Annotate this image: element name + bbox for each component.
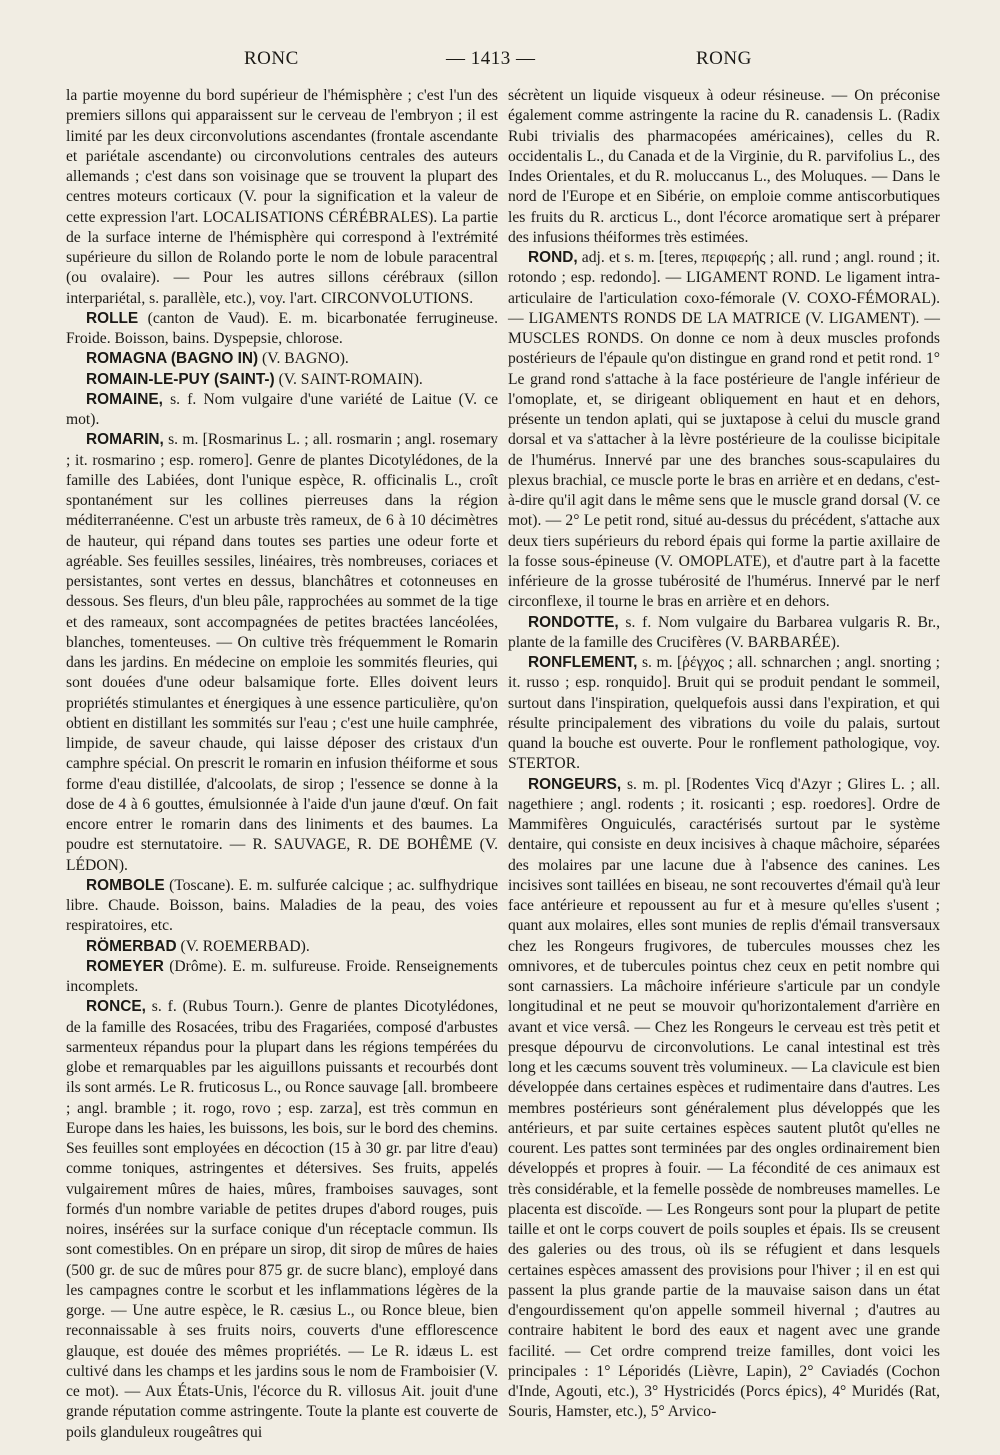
dictionary-entry [66, 876, 498, 937]
entry-text: (Toscane). E. m. sulfurée calcique ; ac. sulfhydrique libre. Chaude. Boisson, bains. Maladies de la peau, des voies respiratoires, etc. [66, 876, 498, 935]
entry-text: adj. et s. m. [teres, περιφερής ; all. rund ; angl. round ; it. rotondo ; esp. redondo]. — LIGAMENT ROND. Le ligament intra-articulaire de l'articulation coxo-fémorale (V. COXO-FÉMORAL). — LIGAMENTS RONDS DE LA MATRICE (V. LIGAMENT). — MUSCLES RONDS. On donne ce nom à deux muscles profonds postérieurs de l'épaule qu'on distingue en grand rond et petit rond. 1° Le grand rond s'attache à la face postérieure de l'angle inférieur de l'omoplate, et, se dirigeant obliquement en haut et en dehors, présente un tendon aplati, qui se juxtapose à celui du muscle grand dorsal et va s'attacher à la lèvre postérieure de la coulisse bicipitale de l'humérus. Innervé par une des branches sous-scapulaires du plexus brachial, ce muscle porte le bras en arrière et en dedans, c'est-à-dire qu'il agit dans le même sens que le muscle grand dorsal (V. ce mot). — 2° Le petit rond, situé au-dessus du précédent, s'attache aux deux tiers supérieurs du rebord épais qui forme la partie axillaire de la fosse sous-épineuse (V. OMOPLATE), et d'autre part à la facette inférieure de la grosse tubérosité de l'humérus. Innervé par le nerf circonflexe, il tourne le bras en arrière et en dehors. [508, 249, 940, 611]
dictionary-entry [66, 430, 498, 876]
dictionary-entry [66, 390, 498, 431]
dictionary-entry [66, 349, 498, 369]
entry-text: sécrètent un liquide visqueux à odeur résineuse. — On préconise également comme astringente la racine du R. canadensis L. (Radix Rubi trivialis des pharmacopées américaines), celles du R. occidentalis L., du Canada et de la Virginie, du R. parvifolius L., des Indes Orientales, et du R. moluccanus L., des Moluques. — Dans le nord de l'Europe et en Sibérie, on emploie comme antiscorbutiques les fruits du R. arcticus L., dont l'écorce aromatique sert à préparer des infusions théiformes très estimées. [508, 87, 940, 246]
entry-text: (V. ROEMERBAD). [176, 937, 310, 955]
entry-text: (canton de Vaud). E. m. bicarbonatée ferrugineuse. Froide. Boisson, bains. Dyspepsie, chlorose. [66, 309, 498, 347]
entry-headword: RONCE, [86, 998, 146, 1016]
dictionary-entry [66, 370, 498, 390]
dictionary-entry [508, 86, 940, 248]
entry-headword: RONGEURS, [528, 775, 622, 793]
right-column [508, 86, 940, 1423]
entry-text: (Drôme). E. m. sulfureuse. Froide. Renseignements incomplets. [66, 957, 498, 995]
entry-headword: ROLLE [86, 309, 139, 327]
entry-headword: RONDOTTE, [528, 613, 619, 631]
entry-headword: ROMAIN-LE-PUY (SAINT-) [86, 370, 275, 388]
entry-text: s. f. (Rubus Tourn.). Genre de plantes Dicotylédones, de la famille des Rosacées, tribu des Fragariées, composé d'arbustes sarmenteux répandus pour la plupart dans les régions tempérées du globe et remarquables par les aiguillons puissants et recourbés dont ils sont armés. Le R. fruticosus L., ou Ronce sauvage [all. brombeere ; angl. bramble ; it. rogo, rovo ; esp. zarza], est très commun en Europe dans les haies, les buissons, les bois, sur le bord des chemins. Ses feuilles sont employées en décoction (15 à 30 gr. par litre d'eau) comme toniques, astringentes et détersives. Ses fruits, appelés vulgairement mûres de haies, mûres, framboises sauvages, sont formés d'un nombre variable de petites drupes d'abord rouges, puis noires, insérées sur la surface conique d'un réceptacle commun. Ils sont comestibles. On en prépare un sirop, dit sirop de mûres de haies (500 gr. de suc de mûres pour 875 gr. de sucre blanc), employé dans les campagnes contre le scorbut et les inflammations légères de la gorge. — Une autre espèce, le R. cæsius L., ou Ronce bleue, bien reconnaissable à ses fruits noirs, couverts d'une efflorescence glauque, est douée des mêmes propriétés. — Le R. idæus L. est cultivé dans les champs et les jardins sous le nom de Framboisier (V. ce mot). — Aux États-Unis, l'écorce du R. villosus Ait. jouit d'une grande réputation comme astringente. Toute la plante est couverte de poils glanduleux rougeâtres qui [66, 998, 498, 1441]
entry-headword: ROMAINE, [86, 390, 163, 408]
dictionary-entry [66, 309, 498, 350]
entry-text: s. f. Nom vulgaire d'une variété de Laitue (V. ce mot). [66, 390, 498, 428]
entry-headword: ROND, [528, 249, 578, 266]
running-head-left: RONC [244, 48, 299, 69]
entry-headword: RONFLEMENT, [528, 654, 638, 671]
entry-headword: RÖMERBAD [86, 937, 177, 955]
dictionary-entry [508, 248, 940, 613]
page-number: — 1413 — [446, 48, 536, 69]
dictionary-entry [508, 653, 940, 775]
dictionary-entry [508, 775, 940, 1423]
entry-headword: ROMEYER [86, 957, 164, 975]
entry-text: s. m. [ῥέγχος ; all. schnarchen ; angl. snorting ; it. russo ; esp. ronquido]. Bruit qui se produit pendant le sommeil, surtout dans l'inspiration, quelquefois aussi dans l'expiration, et qui résulte principalement des vibrations du voile du palais, surtout quand la bouche est ouverte. Pour le ronflement pathologique, voy. STERTOR. [508, 654, 940, 773]
dictionary-entry [66, 997, 498, 1443]
entry-text: (V. BAGNO). [258, 350, 349, 368]
dictionary-entry [66, 86, 498, 309]
entry-headword: ROMARIN, [86, 431, 164, 449]
dictionary-entry [66, 937, 498, 957]
entry-text: (V. SAINT-ROMAIN). [274, 370, 423, 388]
entry-text: s. m. [Rosmarinus L. ; all. rosmarin ; angl. rosemary ; it. rosmarino ; esp. romero]. Genre de plantes Dicotylédones, de la famille des Labiées, dont l'unique espèce, R. officinalis L., croît spontanément sur les collines pierreuses dans la région méditerranéenne. C'est un arbuste très rameux, de 6 à 10 décimètres de hauteur, qui répand dans toutes ses parties une odeur forte et agréable. Ses feuilles sessiles, linéaires, très nombreuses, coriaces et persistantes, sont vertes en dessus, blanchâtres et cotonneuses en dessous. Ses fleurs, d'un bleu pâle, rapprochées au sommet de la tige et des rameaux, sont accompagnées de petites bractées lancéolées, blanches, tomenteuses. — On cultive très fréquemment le Romarin dans les jardins. En médecine on emploie les sommités fleuries, qui sont douées d'une odeur balsamique forte. Elles doivent leurs propriétés stimulantes et énergiques à une essence particulière, qu'on obtient en distillant les sommités sur l'eau ; c'est une huile camphrée, limpide, de saveur chaude, qui laisse déposer des cristaux d'un camphre spécial. On prescrit le romarin en infusion théiforme et sous forme d'eau distillée, d'alcoolats, de sirop ; l'essence se donne à la dose de 4 à 6 gouttes, émulsionnée à l'aide d'un jaune d'œuf. On fait encore entrer le romarin dans des liniments et des baumes. La poudre est sternutatoire. — R. SAUVAGE, R. DE BOHÊME (V. LÉDON). [66, 431, 498, 874]
entry-text: s. f. Nom vulgaire du Barbarea vulgaris R. Br., plante de la famille des Crucifères (V. BARBARÉE). [508, 613, 940, 651]
entry-headword: ROMBOLE [86, 876, 165, 894]
dictionary-entry [508, 613, 940, 654]
entry-headword: ROMAGNA (BAGNO IN) [86, 350, 259, 368]
page-header [66, 48, 932, 78]
left-column [66, 86, 498, 1443]
entry-text: s. m. pl. [Rodentes Vicq d'Azyr ; Glires L. ; all. nagethiere ; angl. rodents ; it. rosicanti ; esp. roedores]. Ordre de Mammifères Onguiculés, caractérisés surtout par le système dentaire, qui consiste en deux incisives à chaque mâchoire, séparées des molaires par une lacune due à l'absence des canines. Les incisives sont taillées en biseau, ne sont recouvertes d'émail qu'à leur face antérieure et repoussent au fur et à mesure qu'elles s'usent ; quant aux molaires, elles sont munies de replis d'émail transversaux chez les Rongeurs frugivores, de tubercules mousses chez les omnivores, et de tubercules pointus chez ceux en petit nombre qui sont carnassiers. La mâchoire inférieure s'articule par un condyle longitudinal et ne peut se mouvoir qu'horizontalement d'arrière en avant et vice versâ. — Chez les Rongeurs le cerveau est très petit et presque dépourvu de circonvolutions. Le canal intestinal est très long et les cæcums souvent très volumineux. — La clavicule est bien développée dans certaines espèces et rudimentaire dans d'autres. Les membres postérieurs sont généralement plus développés que les antérieurs, et par suite certaines espèces sautent plutôt qu'elles ne courent. Les pattes sont terminées par des ongles ordinairement bien développés et propres à fouir. — La fécondité de ces animaux est très considérable, et la femelle possède de nombreuses mamelles. Le placenta est discoïde. — Les Rongeurs sont pour la plupart de petite taille et ont le corps couvert de poils souples et épais. Ils se creusent des galeries ou des trous, où ils se réfugient et dans lesquels certaines espèces amassent des provisions pour l'hiver ; il en est qui passent la plus grande partie de la mauvaise saison dans un état d'engourdissement qu'on appelle sommeil hivernal ; d'autres au contraire habitent le bord des eaux et nagent avec une grande facilité. — Cet ordre comprend treize familles, dont voici les principales : 1° Léporidés (Lièvre, Lapin), 2° Caviadés (Cochon d'Inde, Agouti, etc.), 3° Hystricidés (Porcs épics), 4° Muridés (Rat, Souris, Hamster, etc.), 5° Arvico- [508, 775, 940, 1421]
running-head-right: RONG [696, 48, 752, 69]
dictionary-entry [66, 957, 498, 998]
entry-text: la partie moyenne du bord supérieur de l'hémisphère ; c'est l'un des premiers sillons qui apparaissent sur le cerveau de l'embryon ; il est limité par les deux circonvolutions ascendantes (frontale ascendante et pariétale ascendante) ou circonvolutions centrales des auteurs allemands ; c'est dans son voisinage que se trouvent la plupart des centres moteurs corticaux (V. pour la signification et la valeur de cette expression l'art. LOCALISATIONS CÉRÉBRALES). La partie de la surface interne de l'hémisphère qui correspond à l'extrémité supérieure du sillon de Rolando porte le nom de lobule paracentral (ou ovalaire). — Pour les autres sillons cérébraux (sillon interpariétal, s. parallèle, etc.), voy. l'art. CIRCONVOLUTIONS. [66, 87, 498, 307]
